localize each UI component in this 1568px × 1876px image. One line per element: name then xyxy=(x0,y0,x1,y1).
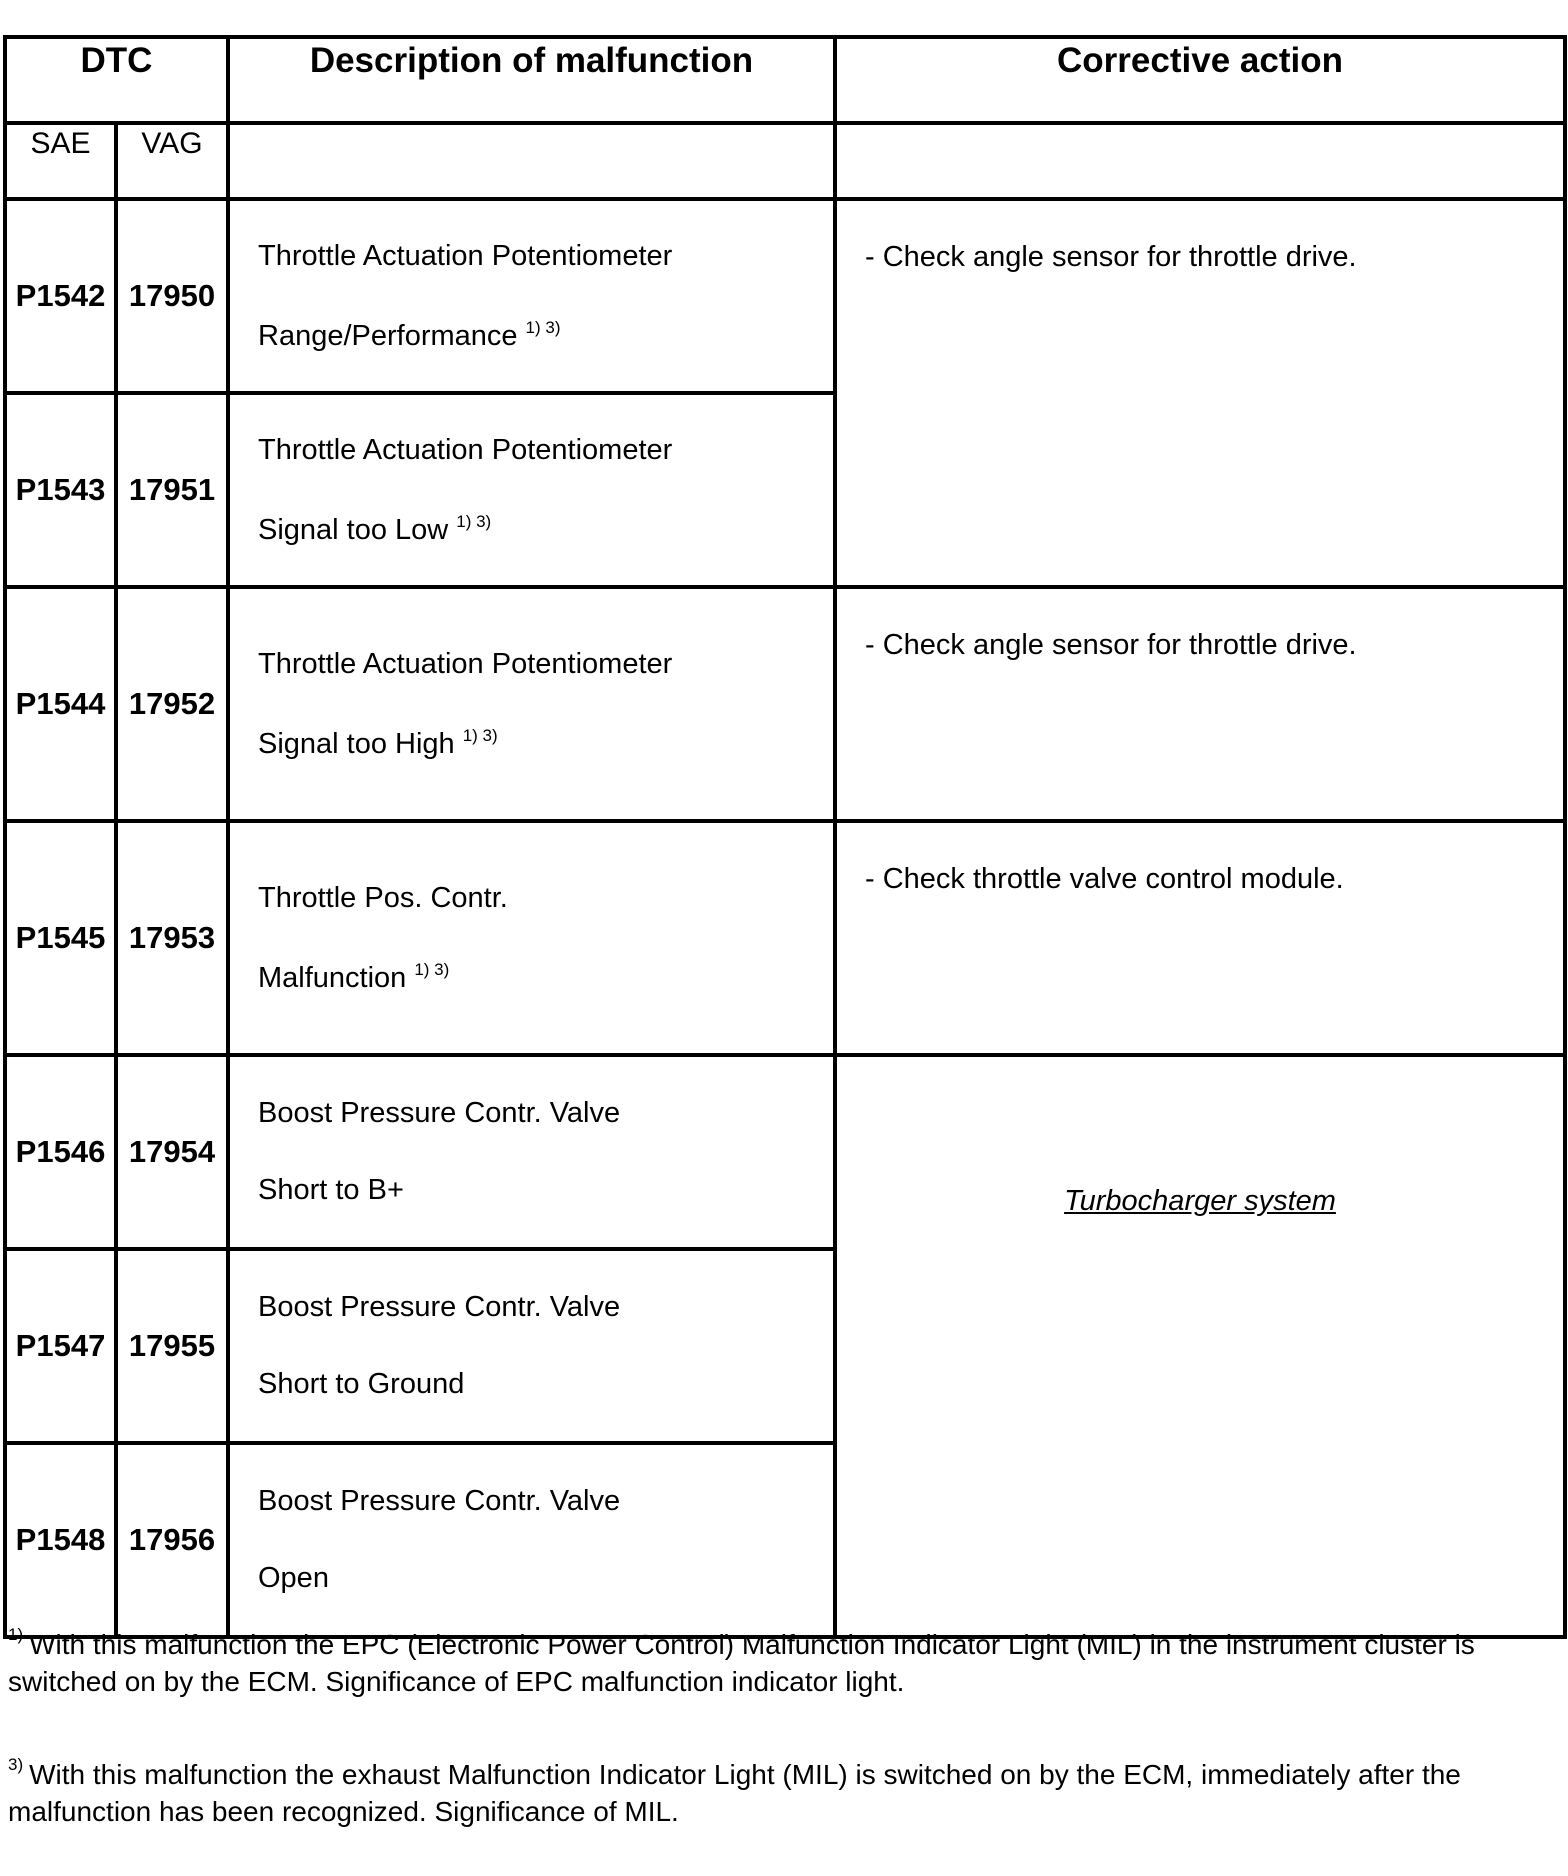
corrective-action-link-cell xyxy=(835,1055,1565,1637)
dtc-table xyxy=(3,35,1567,1639)
table-row xyxy=(5,587,1565,821)
sae-code: P1548 xyxy=(5,1443,116,1637)
table-row xyxy=(5,199,1565,393)
footnote-ref: 1) 3) xyxy=(525,317,561,337)
turbocharger-system-link[interactable]: Turbocharger system xyxy=(1064,1185,1336,1217)
header-vag: VAG xyxy=(116,123,228,199)
footnote-ref: 1) 3) xyxy=(462,725,498,745)
vag-code: 17954 xyxy=(116,1055,228,1249)
corrective-action: - Check angle sensor for throttle drive. xyxy=(835,199,1565,587)
malfunction-description xyxy=(228,1249,835,1443)
malfunction-description xyxy=(228,1443,835,1637)
sae-code: P1546 xyxy=(5,1055,116,1249)
malfunction-description xyxy=(228,1055,835,1249)
malfunction-description xyxy=(228,199,835,393)
footnote-3-text: With this malfunction the exhaust Malfunction Indicator Light (MIL) is switched on by the ECM, immediately after the malfunction has been recognized. Significance of MIL. xyxy=(8,1759,1461,1827)
description-line-1: Throttle Actuation Potentiometer xyxy=(258,239,673,272)
description-line-2: Malfunction xyxy=(258,961,407,994)
header-corrective-action: Corrective action xyxy=(835,37,1565,123)
vag-code: 17956 xyxy=(116,1443,228,1637)
subheader-row xyxy=(5,123,1565,199)
footnote-3 xyxy=(8,1746,1558,1830)
description-line-1: Boost Pressure Contr. Valve xyxy=(258,1291,621,1323)
description-line-1: Throttle Actuation Potentiometer xyxy=(258,647,673,680)
malfunction-description xyxy=(228,587,835,821)
header-row xyxy=(5,37,1565,123)
footnote-ref: 1) 3) xyxy=(456,511,492,531)
footnotes xyxy=(8,1616,1558,1876)
description-line-2: Range/Performance xyxy=(258,319,518,352)
sae-code: P1543 xyxy=(5,393,116,587)
description-line-2: Open xyxy=(258,1562,329,1594)
description-line-1: Throttle Pos. Contr. xyxy=(258,881,508,914)
footnote-1-mark: 1) xyxy=(8,1625,24,1644)
vag-code: 17950 xyxy=(116,199,228,393)
description-line-2: Short to Ground xyxy=(258,1368,465,1400)
table-row xyxy=(5,1055,1565,1249)
footnote-ref: 1) 3) xyxy=(414,959,450,979)
vag-code: 17951 xyxy=(116,393,228,587)
sae-code: P1547 xyxy=(5,1249,116,1443)
subheader-empty-action xyxy=(835,123,1565,199)
sae-code: P1545 xyxy=(5,821,116,1055)
malfunction-description xyxy=(228,393,835,587)
header-description: Description of malfunction xyxy=(228,37,835,123)
header-sae: SAE xyxy=(5,123,116,199)
malfunction-description xyxy=(228,821,835,1055)
footnote-1-text: With this malfunction the EPC (Electronic Power Control) Malfunction Indicator Light (MIL) in the instrument cluster is switched on by the ECM. Significance of EPC malfunction indicator light. xyxy=(8,1629,1475,1697)
description-line-2: Signal too High xyxy=(258,727,455,760)
footnote-3-mark: 3) xyxy=(8,1755,24,1774)
corrective-action: - Check angle sensor for throttle drive. xyxy=(835,587,1565,821)
vag-code: 17953 xyxy=(116,821,228,1055)
description-line-2: Short to B+ xyxy=(258,1174,404,1206)
header-dtc: DTC xyxy=(5,37,228,123)
subheader-empty-desc xyxy=(228,123,835,199)
vag-code: 17955 xyxy=(116,1249,228,1443)
corrective-action: - Check throttle valve control module. xyxy=(835,821,1565,1055)
description-line-1: Boost Pressure Contr. Valve xyxy=(258,1485,621,1517)
footnote-1 xyxy=(8,1616,1558,1700)
description-line-2: Signal too Low xyxy=(258,513,449,546)
description-line-1: Throttle Actuation Potentiometer xyxy=(258,433,673,466)
description-line-1: Boost Pressure Contr. Valve xyxy=(258,1097,621,1129)
vag-code: 17952 xyxy=(116,587,228,821)
table-row xyxy=(5,821,1565,1055)
sae-code: P1542 xyxy=(5,199,116,393)
sae-code: P1544 xyxy=(5,587,116,821)
